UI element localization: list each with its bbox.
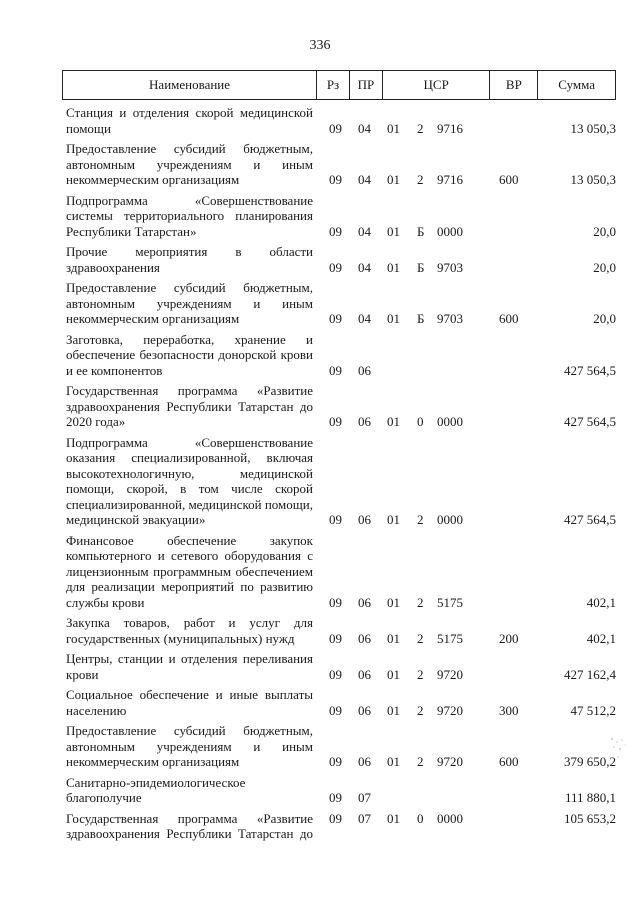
row-rz: 09 — [329, 414, 342, 429]
row-csr-program: 01 — [387, 512, 400, 527]
row-sum: 111 880,1 — [564, 790, 616, 805]
row-pr: 06 — [358, 362, 371, 378]
row-csr — [383, 811, 491, 827]
row-name-line: компьютерного и сетевого оборудования с — [66, 548, 313, 563]
row-pr: 06 — [358, 512, 371, 527]
row-csr-subprogram: 2 — [417, 754, 424, 769]
row-name — [62, 244, 317, 275]
row-rz: 09 — [329, 311, 342, 326]
row-vr: 200 — [499, 630, 519, 646]
row-name — [62, 141, 317, 188]
row-rz: 09 — [329, 223, 342, 239]
table-row — [62, 193, 616, 240]
row-name-line: лицензионным программным обеспечением — [66, 563, 313, 579]
table-body — [62, 105, 616, 842]
row-name — [62, 533, 317, 611]
table-row — [62, 775, 616, 806]
table-row — [62, 280, 616, 327]
row-pr: 06 — [358, 630, 371, 646]
row-csr-subprogram: 2 — [417, 120, 424, 136]
row-name-line: Предоставление субсидий бюджетным, — [66, 141, 313, 156]
row-name-line: Санитарно-эпидемиологическое — [66, 774, 246, 790]
row-name-line: Прочие мероприятия в области — [66, 244, 313, 259]
row-rz: 09 — [329, 702, 342, 718]
row-name-line: и ее компонентов — [66, 362, 163, 378]
row-name — [62, 105, 317, 136]
table-header — [62, 70, 616, 100]
row-csr-subprogram: 2 — [417, 630, 424, 646]
table-row — [62, 383, 616, 430]
row-name-line: специализированной, медицинской помощи, — [66, 496, 313, 512]
row-rz: 09 — [329, 172, 342, 187]
row-csr-direction: 9703 — [437, 311, 463, 326]
row-pr: 06 — [358, 666, 371, 682]
row-name-line: некоммерческим организациям — [66, 311, 240, 326]
row-rz: 09 — [329, 666, 342, 682]
row-sum: 427 564,5 — [564, 362, 616, 378]
row-name-line: помощи — [66, 120, 111, 136]
table-row — [62, 533, 616, 611]
row-csr-subprogram: 0 — [417, 414, 424, 429]
row-name-line: высокотехнологичную, медицинской — [66, 465, 313, 481]
table-row — [62, 244, 616, 275]
header-pr: ПР — [350, 71, 383, 99]
row-name — [62, 383, 317, 430]
table-row — [62, 651, 616, 682]
row-name — [62, 280, 317, 327]
row-csr-direction: 9716 — [437, 120, 463, 136]
row-csr — [383, 311, 491, 327]
row-sum: 105 653,2 — [564, 810, 616, 826]
row-csr-direction: 9720 — [437, 666, 463, 682]
row-name-line: службы крови — [66, 594, 145, 610]
row-pr: 07 — [358, 810, 371, 826]
row-name-line: автономным учреждениям и иным — [66, 295, 313, 311]
header-csr: ЦСР — [383, 71, 491, 99]
row-name-line: Подпрограмма «Совершенствование — [66, 192, 313, 208]
budget-table — [62, 70, 616, 842]
row-csr-program: 01 — [387, 666, 400, 682]
row-vr: 300 — [499, 702, 519, 718]
header-vr: ВР — [490, 71, 538, 99]
row-name-line: крови — [66, 666, 99, 682]
row-name-line: Станция и отделения скорой медицинской — [66, 105, 313, 120]
row-csr-subprogram: Б — [417, 311, 425, 326]
row-name-line: здравоохранения — [66, 259, 160, 275]
row-name-line: медицинской эвакуации» — [66, 512, 206, 527]
row-rz: 09 — [329, 810, 342, 826]
row-csr-program: 01 — [387, 810, 400, 826]
row-rz: 09 — [329, 594, 342, 610]
row-csr-program: 01 — [387, 754, 400, 769]
row-csr-direction: 0000 — [437, 223, 463, 239]
row-name — [62, 332, 317, 379]
row-name-line: государственных (муниципальных) нужд — [66, 630, 295, 646]
row-name-line: некоммерческим организациям — [66, 172, 240, 187]
row-name-line: Социальное обеспечение и иные выплаты — [66, 687, 313, 702]
row-name — [62, 615, 317, 646]
row-rz: 09 — [329, 259, 342, 275]
row-name — [62, 435, 317, 528]
row-rz: 09 — [329, 362, 342, 378]
row-name-line: населению — [66, 702, 127, 718]
row-name-line: здравоохранения Республики Татарстан до — [66, 398, 313, 414]
table-row — [62, 105, 616, 136]
row-csr-program: 01 — [387, 414, 400, 429]
row-csr-program: 01 — [387, 259, 400, 275]
row-name-line: Заготовка, переработка, хранение и — [66, 331, 313, 347]
row-csr — [383, 512, 491, 528]
table-row — [62, 435, 616, 528]
row-pr: 04 — [358, 172, 371, 187]
row-pr: 04 — [358, 120, 371, 136]
row-csr — [383, 224, 491, 240]
header-sum: Сумма — [558, 77, 596, 92]
row-vr: 600 — [499, 172, 519, 187]
row-csr-direction: 9720 — [437, 702, 463, 718]
row-pr: 04 — [358, 259, 371, 275]
row-name — [62, 651, 317, 682]
row-name-line: Государственная программа «Развитие — [66, 383, 313, 398]
row-csr-direction: 0000 — [437, 414, 463, 429]
row-name-line: Финансовое обеспечение закупок — [66, 532, 313, 548]
row-rz: 09 — [329, 630, 342, 646]
row-csr — [383, 595, 491, 611]
row-pr: 06 — [358, 414, 371, 429]
row-csr-direction: 9716 — [437, 172, 463, 187]
row-csr — [383, 631, 491, 647]
row-pr: 04 — [358, 223, 371, 239]
row-csr — [383, 172, 491, 188]
row-csr-program: 01 — [387, 702, 400, 718]
table-row — [62, 723, 616, 770]
page-number: 336 — [309, 38, 331, 53]
row-name-line: автономным учреждениям и иным — [66, 156, 313, 172]
row-rz: 09 — [329, 754, 342, 769]
row-name-line: помощи, скорой, в том числе скорой — [66, 481, 313, 496]
row-name-line: Республики Татарстан» — [66, 223, 197, 239]
row-csr-direction: 0000 — [437, 810, 463, 826]
row-sum: 427 564,5 — [564, 512, 616, 527]
row-csr — [383, 260, 491, 276]
row-name-line: обеспечение безопасности донорской крови — [66, 347, 313, 362]
row-sum: 379 650,2 — [564, 754, 616, 769]
row-pr: 06 — [358, 702, 371, 718]
row-csr-subprogram: 2 — [417, 594, 424, 610]
header-name: Наименование — [63, 71, 317, 99]
row-rz: 09 — [329, 120, 342, 136]
row-name — [62, 687, 317, 718]
row-name-line: системы территориального планирования — [66, 208, 313, 223]
row-name-line: автономным учреждениям и иным — [66, 738, 313, 754]
row-name-line: для реализации мероприятий по развитию — [66, 579, 313, 594]
row-csr-direction: 9703 — [437, 259, 463, 275]
row-csr-program: 01 — [387, 172, 400, 187]
row-sum: 13 050,3 — [570, 120, 616, 136]
row-csr-subprogram: 2 — [417, 172, 424, 187]
row-sum: 402,1 — [586, 594, 616, 610]
row-csr-subprogram: 0 — [417, 810, 424, 826]
row-csr-program: 01 — [387, 223, 400, 239]
row-name-line: Закупка товаров, работ и услуг для — [66, 615, 313, 630]
row-csr-subprogram: 2 — [417, 702, 424, 718]
row-name-line: Подпрограмма «Совершенствование — [66, 434, 313, 450]
row-sum: 20,0 — [593, 311, 616, 326]
table-row — [62, 141, 616, 188]
row-csr-direction: 5175 — [437, 594, 463, 610]
row-csr-direction: 9720 — [437, 754, 463, 769]
table-row — [62, 687, 616, 718]
row-sum: 20,0 — [593, 259, 616, 275]
row-name-line: Предоставление субсидий бюджетным, — [66, 723, 313, 738]
row-pr: 06 — [358, 754, 371, 769]
row-csr-program: 01 — [387, 311, 400, 326]
row-name — [62, 723, 317, 770]
scan-speckle — [608, 735, 630, 765]
row-name-line: благополучие — [66, 790, 142, 805]
row-rz: 09 — [329, 512, 342, 527]
row-csr-direction: 5175 — [437, 630, 463, 646]
row-sum: 427 564,5 — [564, 414, 616, 429]
row-csr — [383, 414, 491, 430]
row-csr-subprogram: Б — [417, 223, 425, 239]
row-name-line: 2020 года» — [66, 414, 126, 429]
row-csr — [383, 667, 491, 683]
row-csr-direction: 0000 — [437, 512, 463, 527]
row-sum: 20,0 — [593, 223, 616, 239]
row-name-line: некоммерческим организациям — [66, 754, 240, 769]
row-name-line: Центры, станции и отделения переливания — [66, 651, 313, 666]
row-name — [62, 811, 317, 842]
row-name — [62, 193, 317, 240]
row-name-line: оказания специализированной, включая — [66, 450, 313, 465]
row-vr: 600 — [499, 754, 519, 769]
table-row — [62, 615, 616, 646]
row-csr-program: 01 — [387, 630, 400, 646]
row-csr — [383, 121, 491, 137]
row-csr — [383, 703, 491, 719]
row-pr: 07 — [358, 790, 371, 805]
row-name-line: Государственная программа «Развитие — [66, 810, 313, 826]
row-csr-program: 01 — [387, 120, 400, 136]
row-pr: 06 — [358, 594, 371, 610]
row-sum: 47 512,2 — [570, 702, 616, 718]
table-row — [62, 332, 616, 379]
row-sum: 402,1 — [586, 630, 616, 646]
table-row — [62, 811, 616, 842]
row-name — [62, 775, 317, 806]
row-sum: 427 162,4 — [564, 666, 616, 682]
row-vr: 600 — [499, 311, 519, 326]
row-csr-subprogram: Б — [417, 259, 425, 275]
row-name-line: здравоохранения Республики Татарстан до — [66, 826, 313, 841]
row-sum: 13 050,3 — [570, 172, 616, 187]
header-rz: Рз — [317, 71, 350, 99]
row-name-line: Предоставление субсидий бюджетным, — [66, 280, 313, 295]
row-csr-subprogram: 2 — [417, 666, 424, 682]
row-pr: 04 — [358, 311, 371, 326]
row-csr-subprogram: 2 — [417, 512, 424, 527]
row-csr-program: 01 — [387, 594, 400, 610]
row-rz: 09 — [329, 790, 342, 805]
row-csr — [383, 754, 491, 770]
